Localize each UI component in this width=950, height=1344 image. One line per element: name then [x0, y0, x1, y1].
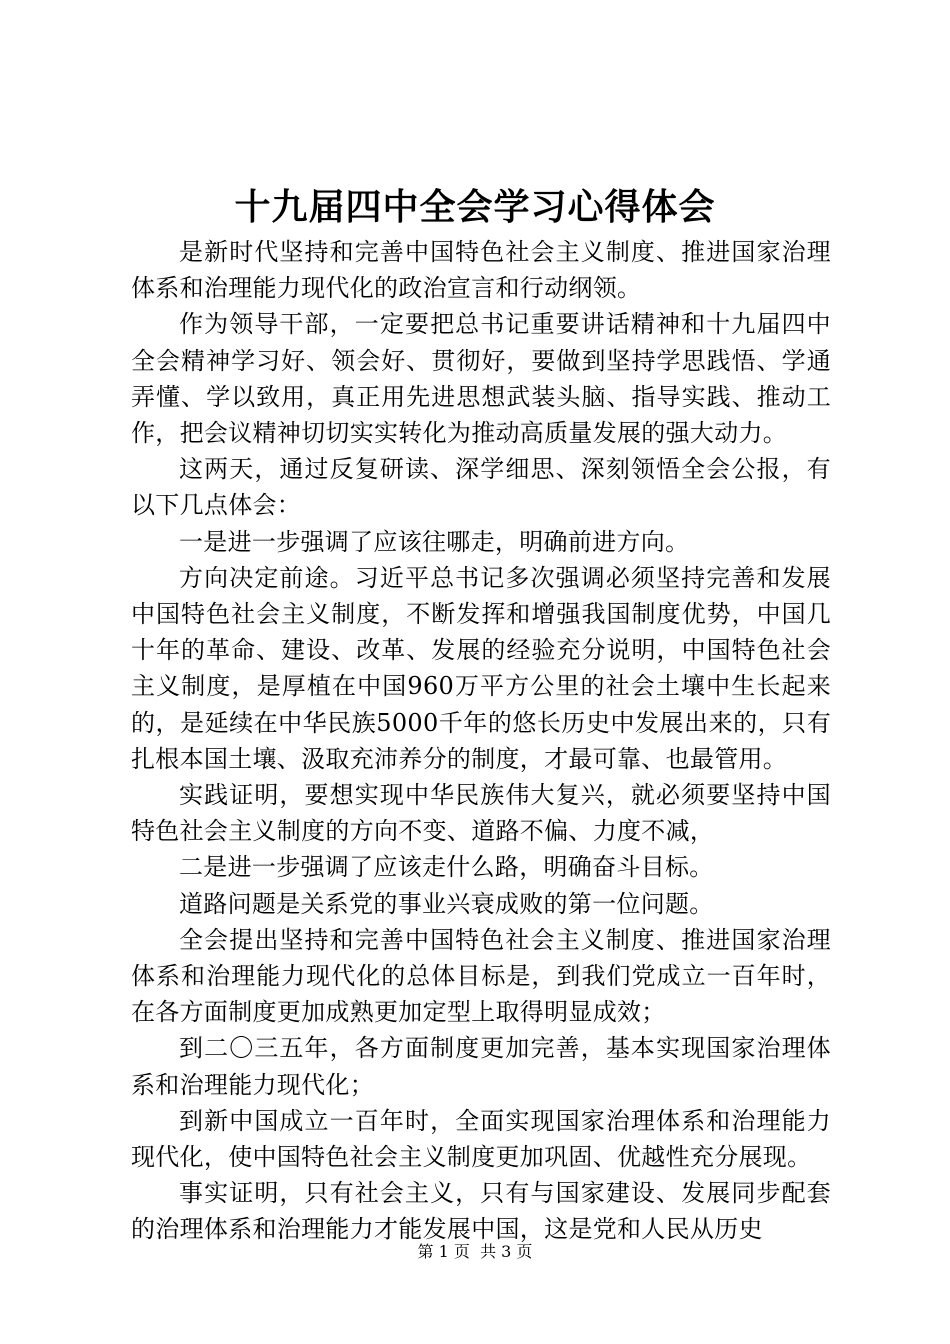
paragraph: 是新时代坚持和完善中国特色社会主义制度、推进国家治理体系和治理能力现代化的政治宣言和行动纲领。	[131, 238, 831, 303]
page-total: 共 3 页	[480, 1242, 533, 1261]
page-footer	[0, 1240, 950, 1264]
paragraph: 全会提出坚持和完善中国特色社会主义制度、推进国家治理体系和治理能力现代化的总体目标是，到我们党成立一百年时，在各方面制度更加成熟更加定型上取得明显成效；	[131, 925, 831, 1027]
paragraph: 到二〇三五年，各方面制度更加完善，基本实现国家治理体系和治理能力现代化；	[131, 1034, 831, 1099]
paragraph: 这两天，通过反复研读、深学细思、深刻领悟全会公报，有以下几点体会：	[131, 455, 831, 520]
paragraph: 实践证明，要想实现中华民族伟大复兴，就必须要坚持中国特色社会主义制度的方向不变、道路不偏、力度不减，	[131, 781, 831, 846]
document-body	[131, 234, 831, 1248]
paragraph: 一是进一步强调了应该往哪走，明确前进方向。	[179, 527, 690, 556]
paragraph: 方向决定前途。习近平总书记多次强调必须坚持完善和发展中国特色社会主义制度，不断发挥和增强我国制度优势，中国几十年的革命、建设、改革、发展的经验充分说明，中国特色社会主义制度，是厚植在中国960万平方公里的社会土壤中生长起来的，是延续在中华民族5000千年的悠长历史中发展出来的，只有扎根本国土壤、汲取充沛养分的制度，才最可靠、也最管用。	[131, 563, 831, 773]
page-number: 第 1 页	[417, 1242, 470, 1261]
paragraph: 事实证明，只有社会主义，只有与国家建设、发展同步配套的治理体系和治理能力才能发展中国，这是党和人民从历史	[131, 1179, 831, 1244]
paragraph: 到新中国成立一百年时，全面实现国家治理体系和治理能力现代化，使中国特色社会主义制度更加巩固、优越性充分展现。	[131, 1106, 831, 1172]
paragraph: 二是进一步强调了应该走什么路，明确奋斗目标。	[179, 853, 714, 882]
paragraph: 作为领导干部，一定要把总书记重要讲话精神和十九届四中全会精神学习好、领会好、贯彻好，要做到坚持学思践悟、学通弄懂、学以致用，真正用先进思想武装头脑、指导实践、推动工作，把会议精神切切实实转化为推动高质量发展的强大动力。	[131, 310, 831, 448]
document-title: 十九届四中全会学习心得体会	[234, 186, 716, 228]
paragraph: 道路问题是关系党的事业兴衰成败的第一位问题。	[179, 889, 714, 918]
